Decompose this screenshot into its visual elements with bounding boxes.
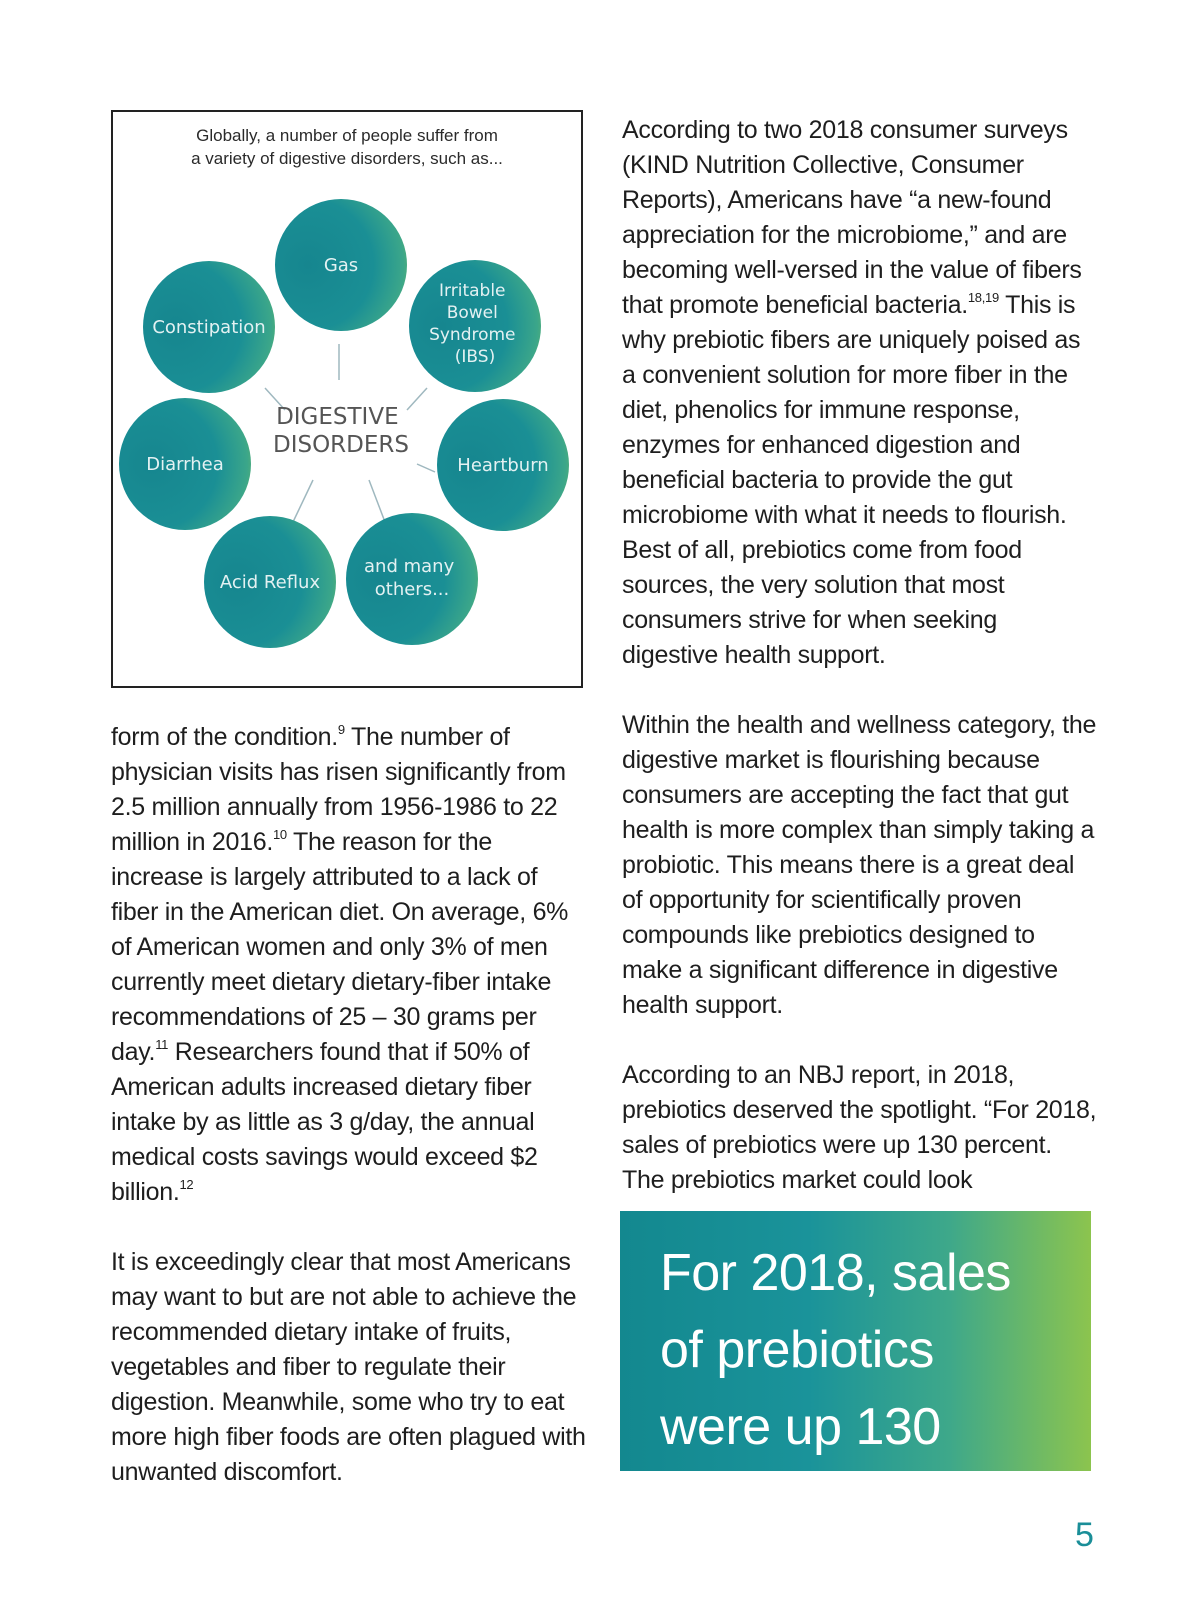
gas-label: Gas xyxy=(323,255,359,276)
heartburn-node xyxy=(437,399,569,531)
left-column xyxy=(111,720,586,1490)
right-paragraph-3: According to an NBJ report, in 2018, prebiotics deserved the spotlight. “For 2018, sales of prebiotics were up 130 percent. The prebiotics market could look xyxy=(622,1061,1097,1194)
diarrhea-label: Diarrhea xyxy=(146,454,224,475)
left-p1-text-b: The number of physician visits has risen significantly from 2.5 million annually from 1956-1986 to 22 million in 2016. xyxy=(111,723,566,856)
diagram-center-line1: DIGESTIVE xyxy=(276,404,399,430)
footnote-ref: 12 xyxy=(179,1176,194,1192)
others-node xyxy=(346,513,478,645)
ibs-label-line3: Syndrome xyxy=(429,325,516,345)
pull-quote-text: For 2018, sales of prebiotics were up 130 percent. xyxy=(660,1244,1011,1533)
others-label-line2: others... xyxy=(374,579,450,600)
pull-quote-ref: 20 xyxy=(843,1482,870,1509)
diarrhea-node xyxy=(119,398,251,530)
digestive-disorders-figure xyxy=(111,110,583,688)
heartburn-label: Heartburn xyxy=(457,455,549,476)
disorders-diagram xyxy=(113,112,581,686)
right-paragraph-2: Within the health and wellness category, the digestive market is flourishing because consumers are accepting the fact that gut health is more complex than simply taking a probiotic. This means there is a great deal of opportunity for scientifically proven compounds like prebiotics designed to make a significant difference in digestive health support. xyxy=(622,711,1097,1019)
left-p1-text-d: Researchers found that if 50% of American adults increased dietary fiber intake by as little as 3 g/day, the annual medical costs savings would exceed $2 billion. xyxy=(111,1038,538,1206)
pull-quote-callout xyxy=(620,1211,1091,1533)
footnote-ref: 10 xyxy=(272,826,287,842)
footnote-ref: 18,19 xyxy=(967,289,999,305)
ibs-label-line2: Bowel xyxy=(446,303,498,323)
ibs-label-line4: (IBS) xyxy=(454,347,496,367)
ibs-node xyxy=(409,260,541,392)
right-paragraph-1 xyxy=(622,113,1097,673)
figure-caption-line1: Globally, a number of people suffer from xyxy=(196,126,498,145)
acid-reflux-node xyxy=(204,516,336,648)
right-p1-text-a: According to two 2018 consumer surveys (KIND Nutrition Collective, Consumer Reports), Americans have “a new-found appreciation for the microbiome,” and are becoming well-versed in the value of fibers that promote beneficial bacteria. xyxy=(622,116,1082,319)
ibs-label-line1: Irritable xyxy=(439,281,506,301)
figure-caption-line2: a variety of digestive disorders, such as... xyxy=(191,149,503,168)
page-number: 5 xyxy=(1075,1516,1094,1554)
right-p1-text-b: This is why prebiotic fibers are uniquely poised as a convenient solution for more fiber in the diet, phenolics for immune response, enzymes for enhanced digestion and beneficial bacteria to provide the gut microbiome with what it needs to flourish. Best of all, prebiotics come from food sources, the very solution that most consumers strive for when seeking digestive health support. xyxy=(622,291,1081,669)
left-paragraph-1 xyxy=(111,720,586,1210)
others-label-line1: and many xyxy=(364,556,455,577)
acid-reflux-label: Acid Reflux xyxy=(219,572,321,593)
left-p1-text-a: form of the condition. xyxy=(111,723,338,751)
constipation-node xyxy=(143,261,275,393)
footnote-ref: 9 xyxy=(337,721,345,737)
footnote-ref: 11 xyxy=(155,1036,169,1052)
diagram-center-title xyxy=(273,404,409,458)
right-column xyxy=(622,113,1097,1198)
diagram-center-line2: DISORDERS xyxy=(272,432,410,458)
constipation-label: Constipation xyxy=(152,317,266,338)
left-p1-text-c: The reason for the increase is largely attributed to a lack of fiber in the American diet. On average, 6% of American women and only 3% of men currently meet dietary dietary-fiber intake recommendations of 25 – 30 grams per day. xyxy=(111,828,569,1066)
gas-node xyxy=(275,199,407,331)
left-paragraph-2: It is exceedingly clear that most Americans may want to but are not able to achieve the recommended dietary intake of fruits, vegetables and fiber to regulate their digestion. Meanwhile, some who try to eat more high fiber foods are often plagued with unwanted discomfort. xyxy=(111,1248,586,1486)
